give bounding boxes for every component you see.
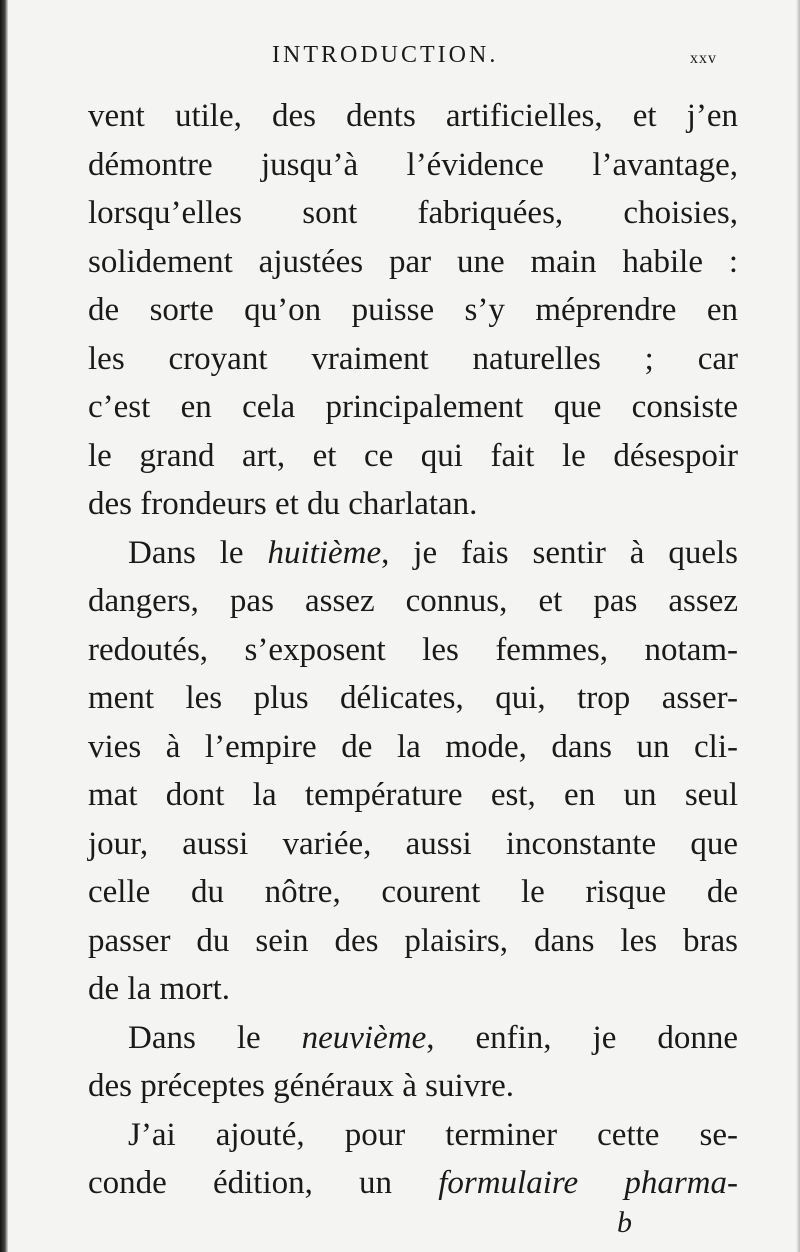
text-fragment: conde édition, un — [88, 1165, 439, 1201]
text-line: mat dont la température est, en un seul — [88, 777, 738, 813]
text-line: de la mort. — [88, 971, 231, 1007]
text-line: passer du sein des plaisirs, dans les bras — [88, 922, 738, 959]
italic-term-neuvieme: neuvième — [301, 1019, 427, 1056]
text-line: démontre jusqu’à l’évidence l’avantage, — [88, 146, 738, 183]
text-line: les croyant vraiment naturelles ; car — [88, 340, 738, 377]
text-line: c’est en cela principalement que consiste — [88, 389, 738, 425]
text-fragment: Dans le — [128, 534, 268, 571]
signature-mark: b — [617, 1206, 632, 1239]
body-text — [88, 92, 738, 1208]
text-line: redoutés, s’exposent les femmes, notam- — [88, 631, 738, 668]
text-line: J’ai ajouté, pour terminer cette se- — [128, 1116, 738, 1153]
page-left-edge-shadow — [0, 0, 8, 1252]
paragraph-eight-first-line — [88, 529, 738, 578]
page-right-edge — [796, 0, 800, 1252]
italic-term-huitieme: huitième — [267, 534, 382, 571]
paragraph-nine-first-line — [88, 1014, 738, 1063]
text-line: dangers, pas assez connus, et pas assez — [88, 583, 738, 619]
text-line: solidement ajustées par une main habile : — [88, 243, 738, 280]
text-fragment: , je fais sentir à quels — [381, 534, 738, 571]
final-line — [88, 1159, 738, 1208]
text-line: des frondeurs et du charlatan. — [88, 486, 478, 522]
text-line: lorsqu’elles sont fabriquées, choisies, — [88, 195, 738, 231]
text-line: vent utile, des dents artificielles, et j’en — [88, 98, 738, 134]
text-line: de sorte qu’on puisse s’y méprendre en — [88, 292, 738, 328]
text-line: ment les plus délicates, qui, trop asser- — [88, 680, 738, 716]
text-fragment: Dans le — [128, 1019, 302, 1056]
text-line: jour, aussi variée, aussi inconstante que — [88, 825, 738, 862]
page-number: xxv — [690, 50, 717, 67]
text-line: le grand art, et ce qui fait le désespoir — [88, 437, 738, 474]
running-title: INTRODUCTION. — [272, 42, 499, 68]
italic-term-formulaire: formulaire pharma- — [438, 1165, 738, 1201]
text-line: des préceptes généraux à suivre. — [88, 1068, 515, 1104]
text-line: celle du nôtre, courent le risque de — [88, 874, 738, 910]
text-fragment: , enfin, je donne — [426, 1019, 738, 1056]
text-line: vies à l’empire de la mode, dans un cli- — [88, 728, 738, 765]
